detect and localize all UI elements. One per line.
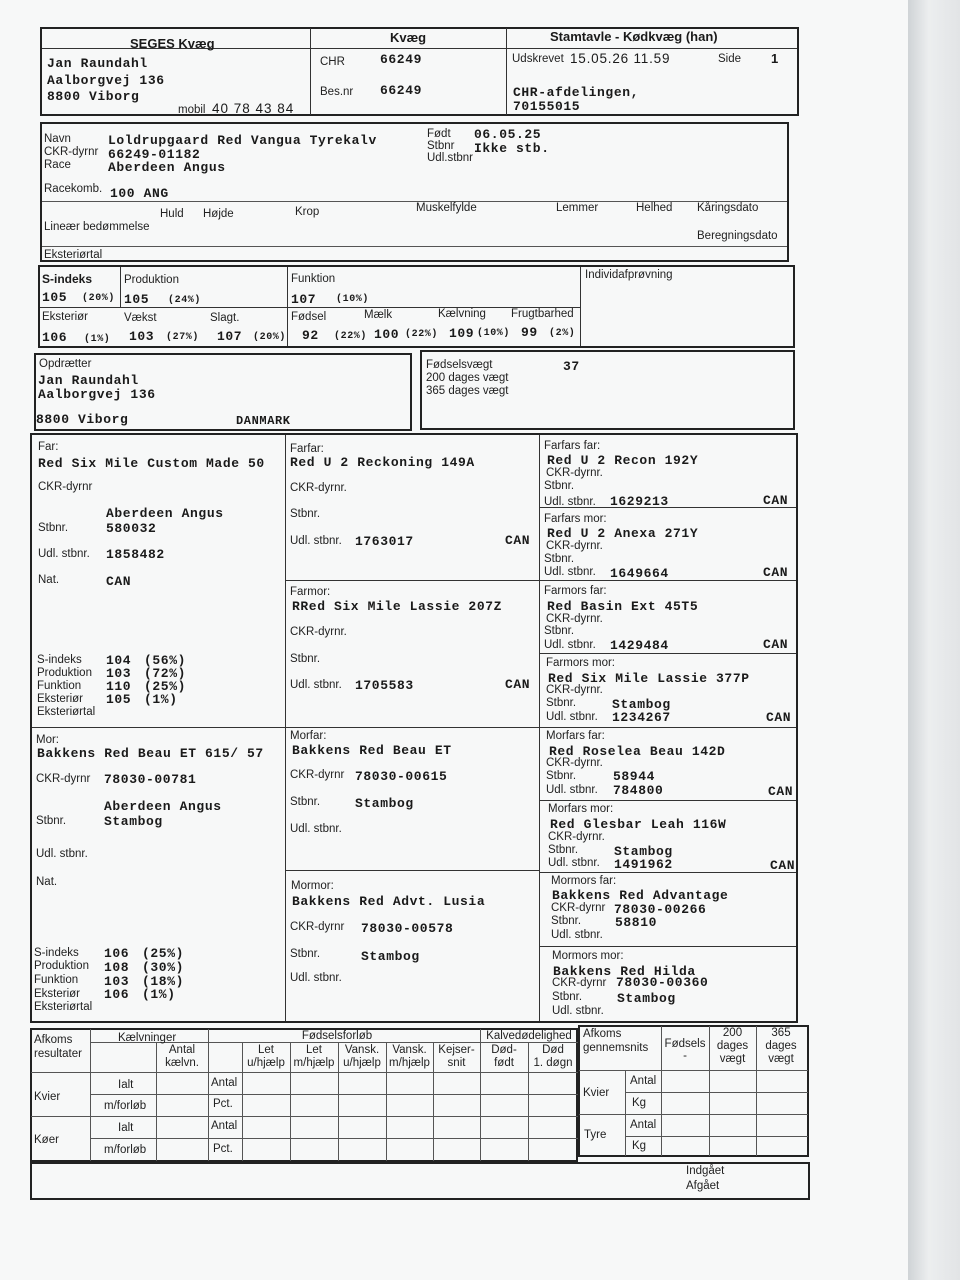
farmor-stbnr-label: Stbnr. xyxy=(290,653,321,665)
gen3-stbnr: Stambog xyxy=(614,844,673,859)
chr-afdeling: CHR-afdelingen, xyxy=(513,85,640,100)
mor-ckr: 78030-00781 xyxy=(104,772,197,787)
d200-header-3: vægt xyxy=(719,1053,746,1065)
mor-nat-label: Nat. xyxy=(36,876,58,888)
ckr-label: CKR-dyrnr xyxy=(44,146,99,158)
gen3-label: Farmors mor: xyxy=(546,657,615,669)
eksterior-value: 106 xyxy=(42,330,68,345)
animal-fodt: 06.05.25 xyxy=(474,127,542,142)
far-prod-pct: (72%) xyxy=(144,666,187,681)
owner-street: Aalborgvej 136 xyxy=(47,73,165,88)
gen3-udl: 1629213 xyxy=(610,494,669,509)
mor-race: Aberdeen Angus xyxy=(104,799,222,814)
farmor-ckr-label: CKR-dyrnr. xyxy=(290,626,347,638)
besnr-value: 66249 xyxy=(380,83,423,98)
morfar-name: Bakkens Red Beau ET xyxy=(292,743,452,758)
chr-afdeling-nr: 70155015 xyxy=(513,99,581,114)
morfar-ckr-label: CKR-dyrnr xyxy=(290,769,345,781)
chr-value: 66249 xyxy=(380,52,423,67)
gen3-stbnr-label: Stbnr. xyxy=(551,915,582,927)
gen3-label: Farfars mor: xyxy=(544,513,607,525)
mor-ckr-label: CKR-dyrnr xyxy=(36,773,91,785)
mormor-ckr-label: CKR-dyrnr xyxy=(290,921,345,933)
mor-prod-label: Produktion xyxy=(34,960,89,972)
funktion-label: Funktion xyxy=(291,273,336,285)
farmor-name: RRed Six Mile Lassie 207Z xyxy=(292,599,503,614)
s-indeks-label: S-indeks xyxy=(42,272,93,286)
farfar-nat: CAN xyxy=(505,533,531,548)
gen3-label: Mormors mor: xyxy=(552,950,624,962)
udl-label: Udl.stbnr xyxy=(427,152,474,164)
gen3-udl-label: Udl. stbnr. xyxy=(544,566,596,578)
gen3-stbnr: Stambog xyxy=(612,697,671,712)
gen3-name: Red U 2 Recon 192Y xyxy=(547,453,699,468)
chr-label: CHR xyxy=(320,56,345,68)
koer-antal: Antal xyxy=(211,1120,238,1132)
frugtbarhed-pct: (2%) xyxy=(549,328,576,339)
morfar-label: Morfar: xyxy=(290,730,327,742)
fodsel-pct: (22%) xyxy=(334,331,368,342)
karingsdato-label: Kåringsdato xyxy=(697,202,759,214)
helhed-label: Helhed xyxy=(636,202,673,214)
fodsel-value: 92 xyxy=(302,328,319,343)
koer-row-label: Køer xyxy=(34,1134,59,1146)
afkoms-gns-2: gennemsnits xyxy=(583,1042,649,1054)
linear-label: Lineær bedømmelse xyxy=(44,221,150,233)
gen3-udl: 1234267 xyxy=(612,710,671,725)
s-indeks-value: 105 xyxy=(42,290,68,305)
far-race: Aberdeen Angus xyxy=(106,506,224,521)
mormor-stbnr-label: Stbnr. xyxy=(290,948,321,960)
mor-s-pct: (25%) xyxy=(142,946,185,961)
racekomb-label: Racekomb. xyxy=(44,183,103,195)
gen3-udl-label: Udl. stbnr. xyxy=(546,784,598,796)
far-s-value: 104 xyxy=(106,653,132,668)
afkoms-gns-1: Afkoms xyxy=(583,1028,622,1040)
gen3-stbnr: 58810 xyxy=(615,915,658,930)
farmor-udl-label: Udl. stbnr. xyxy=(290,679,342,691)
fodselsvaegt-value: 37 xyxy=(563,359,580,374)
breeder-name: Jan Raundahl xyxy=(38,373,139,388)
frugtbarhed-value: 99 xyxy=(521,325,538,340)
d365-header-3: vægt xyxy=(768,1053,794,1065)
race-label: Race xyxy=(44,159,71,171)
animal-ckr: 66249-01182 xyxy=(108,147,201,162)
gen3-ckr-label: CKR-dyrnr. xyxy=(546,757,603,769)
col-vansk-u-1: Vansk. xyxy=(344,1044,380,1056)
gen3-udl-label: Udl. stbnr. xyxy=(546,711,598,723)
gen3-name: Red U 2 Anexa 271Y xyxy=(547,526,699,541)
maelk-pct: (22%) xyxy=(405,329,439,340)
col-let-m-1: Let xyxy=(306,1044,322,1056)
far-nat: CAN xyxy=(106,574,132,589)
mor-eks-value: 106 xyxy=(104,987,130,1002)
far-eks-value: 105 xyxy=(106,692,132,707)
funktion-pct: (10%) xyxy=(336,294,370,305)
section-title: Kvæg xyxy=(390,30,427,45)
document-title: Stamtavle - Kødkvæg (han) xyxy=(550,29,718,44)
produktion-label: Produktion xyxy=(124,274,179,286)
gen3-ckr-label: CKR-dyrnr. xyxy=(546,540,603,552)
vaekst-value: 103 xyxy=(129,329,155,344)
morfar-stbnr: Stambog xyxy=(355,796,414,811)
gen3-ckr: 78030-00360 xyxy=(616,975,709,990)
owner-city: 8800 Viborg xyxy=(47,89,140,104)
fodsels-header-1: Fødsels xyxy=(664,1038,706,1050)
col-kejser-1: Kejser- xyxy=(438,1044,475,1056)
far-prod-value: 103 xyxy=(106,666,132,681)
mor-prod-value: 108 xyxy=(104,960,130,975)
page-edge xyxy=(908,0,960,1280)
s-indeks-pct: (20%) xyxy=(82,293,116,304)
farfar-udl-label: Udl. stbnr. xyxy=(290,535,342,547)
gen3-nat: CAN xyxy=(763,493,789,508)
mor-funk-pct: (18%) xyxy=(142,974,185,989)
maelk-value: 100 xyxy=(374,327,400,342)
far-ekstal-label: Eksteriørtal xyxy=(37,706,96,718)
opdraetter-label: Opdrætter xyxy=(39,358,92,370)
side-label: Side xyxy=(718,53,742,65)
maelk-label: Mælk xyxy=(364,309,393,321)
kaelvning-label: Kælvning xyxy=(438,308,486,320)
gen3-udl-label: Udl. stbnr. xyxy=(544,639,596,651)
mormor-stbnr: Stambog xyxy=(361,949,420,964)
tyre-avg-label: Tyre xyxy=(584,1129,607,1141)
gen3-label: Farfars far: xyxy=(544,440,601,452)
vaekst-pct: (27%) xyxy=(166,332,200,343)
koer-mforlob: m/forløb xyxy=(104,1144,147,1156)
individafprovning-label: Individafprøvning xyxy=(585,269,673,281)
fodselsforlob-header: Fødselsforløb xyxy=(301,1030,373,1042)
far-label: Far: xyxy=(38,441,59,453)
koer-pct: Pct. xyxy=(213,1143,233,1155)
mormor-label: Mormor: xyxy=(291,880,334,892)
besnr-label: Bes.nr xyxy=(320,86,354,98)
farmor-udl: 1705583 xyxy=(355,678,414,693)
kvier-antal: Antal xyxy=(211,1077,238,1089)
far-ckr-label: CKR-dyrnr xyxy=(38,481,93,493)
koer-ialt: Ialt xyxy=(118,1122,134,1134)
mormor-ckr: 78030-00578 xyxy=(361,921,454,936)
gen3-label: Farmors far: xyxy=(544,585,607,597)
gen3-udl-label: Udl. stbnr. xyxy=(552,1005,604,1017)
produktion-pct: (24%) xyxy=(168,295,202,306)
d365-header-1: 365 xyxy=(771,1027,791,1039)
org-title: SEGES Kvæg xyxy=(130,36,215,51)
kalvedodelighed-header: Kalvedødelighed xyxy=(486,1030,572,1042)
gen3-label: Morfars mor: xyxy=(548,803,614,815)
gen3-ckr: 78030-00266 xyxy=(614,902,707,917)
far-funk-value: 110 xyxy=(106,679,132,694)
slagt-pct: (20%) xyxy=(253,332,287,343)
farfar-label: Farfar: xyxy=(290,443,324,455)
antal-kaelvn-2: kælvn. xyxy=(165,1057,199,1069)
gen3-name: Bakkens Red Hilda xyxy=(553,964,696,979)
farfar-udl: 1763017 xyxy=(355,534,414,549)
v365-label: 365 dages vægt xyxy=(426,385,509,397)
gen3-name: Red Roselea Beau 142D xyxy=(549,744,726,759)
gen3-nat: CAN xyxy=(766,710,792,725)
col-vansk-m-1: Vansk. xyxy=(392,1044,427,1056)
gen3-ckr-label: CKR-dyrnr. xyxy=(546,613,603,625)
gen3-udl: 784800 xyxy=(613,783,664,798)
gen3-udl-label: Udl. stbnr. xyxy=(544,496,596,508)
far-eks-pct: (1%) xyxy=(144,692,178,707)
gen3-label: Mormors far: xyxy=(551,875,617,887)
tyre-antal-avg: Antal xyxy=(630,1119,657,1131)
produktion-value: 105 xyxy=(124,292,150,307)
col-vansk-m-2: m/hjælp xyxy=(389,1057,430,1069)
fodsel-label: Fødsel xyxy=(291,311,327,323)
gen3-stbnr-label: Stbnr. xyxy=(544,553,575,565)
gen3-udl: 1429484 xyxy=(610,638,669,653)
dod1-1: Død xyxy=(542,1044,564,1056)
muskelfylde-label: Muskelfylde xyxy=(416,202,477,214)
gen3-name: Red Six Mile Lassie 377P xyxy=(548,671,750,686)
mor-prod-pct: (30%) xyxy=(142,960,185,975)
fodsels-header-2: - xyxy=(683,1050,687,1062)
v200-label: 200 dages vægt xyxy=(426,372,509,384)
mobil-value: 40 78 43 84 xyxy=(212,101,295,116)
fodselsvaegt-label: Fødselsvægt xyxy=(426,359,493,371)
gen3-stbnr: 58944 xyxy=(613,769,656,784)
far-udl-label: Udl. stbnr. xyxy=(38,548,90,560)
morfar-stbnr-label: Stbnr. xyxy=(290,796,321,808)
farmor-nat: CAN xyxy=(505,677,531,692)
breeder-city: 8800 Viborg xyxy=(36,412,129,427)
eksterioertal-label: Eksteriørtal xyxy=(44,249,103,261)
side-value: 1 xyxy=(771,51,779,66)
mor-s-value: 106 xyxy=(104,946,130,961)
gen3-label: Morfars far: xyxy=(546,730,605,742)
kvier-pct: Pct. xyxy=(213,1098,233,1110)
gen3-stbnr-label: Stbnr. xyxy=(544,480,575,492)
gen3-nat: CAN xyxy=(763,565,789,580)
gen3-ckr-label: CKR-dyrnr. xyxy=(548,831,605,843)
mor-udl-label: Udl. stbnr. xyxy=(36,848,88,860)
dodfodt-2: født xyxy=(494,1057,514,1069)
gen3-udl: 1491962 xyxy=(614,857,673,872)
gen3-ckr-label: CKR-dyrnr. xyxy=(546,684,603,696)
gen3-name: Red Basin Ext 45T5 xyxy=(547,599,699,614)
mor-eks-label: Eksteriør xyxy=(34,988,80,1000)
gen3-stbnr: Stambog xyxy=(617,991,676,1006)
gen3-stbnr-label: Stbnr. xyxy=(544,625,575,637)
gen3-udl-label: Udl. stbnr. xyxy=(548,857,600,869)
d200-header-2: dages xyxy=(716,1040,749,1052)
afkoms-resultater-1: Afkoms xyxy=(34,1034,73,1046)
mor-s-label: S-indeks xyxy=(34,947,79,959)
gen3-name: Bakkens Red Advantage xyxy=(552,888,729,903)
udskrevet-label: Udskrevet xyxy=(512,53,564,65)
mor-name: Bakkens Red Beau ET 615/ 57 xyxy=(37,746,264,761)
far-eks-label: Eksteriør xyxy=(37,693,83,705)
kaelvning-pct: (10%) xyxy=(477,328,511,339)
mor-funk-value: 103 xyxy=(104,974,130,989)
gen3-ckr-label: CKR-dyrnr xyxy=(552,977,607,989)
krop-label: Krop xyxy=(295,206,320,218)
gen3-ckr-label: CKR-dyrnr xyxy=(551,902,606,914)
mor-funk-label: Funktion xyxy=(34,974,79,986)
kvier-ialt: Ialt xyxy=(118,1079,134,1091)
indgaet-label: Indgået xyxy=(686,1165,725,1177)
kvier-antal-avg: Antal xyxy=(630,1075,657,1087)
hojde-label: Højde xyxy=(203,208,234,220)
animal-race: Aberdeen Angus xyxy=(108,160,226,175)
owner-name: Jan Raundahl xyxy=(47,56,148,71)
gen3-name: Red Glesbar Leah 116W xyxy=(550,817,727,832)
far-udl: 1858482 xyxy=(106,547,165,562)
eksterior-label: Eksteriør xyxy=(42,311,88,323)
far-s-pct: (56%) xyxy=(144,653,187,668)
far-prod-label: Produktion xyxy=(37,667,92,679)
far-funk-pct: (25%) xyxy=(144,679,187,694)
animal-name: Loldrupgaard Red Vangua Tyrekalv xyxy=(108,133,377,148)
col-let-u-1: Let xyxy=(258,1044,274,1056)
navn-label: Navn xyxy=(44,133,71,145)
afgaet-label: Afgået xyxy=(686,1180,720,1192)
farmor-label: Farmor: xyxy=(290,586,331,598)
kaelvning-value: 109 xyxy=(449,326,475,341)
animal-stbnr: Ikke stb. xyxy=(474,141,550,156)
d365-header-2: dages xyxy=(765,1040,797,1052)
dod1-2: 1. døgn xyxy=(533,1057,573,1069)
kvier-row-label: Kvier xyxy=(34,1091,61,1103)
mor-stbnr-label: Stbnr. xyxy=(36,815,67,827)
col-let-m-2: m/hjælp xyxy=(293,1057,335,1069)
slagt-label: Slagt. xyxy=(210,312,240,324)
animal-racekomb: 100 ANG xyxy=(110,186,169,201)
gen3-ckr-label: CKR-dyrnr. xyxy=(546,467,603,479)
gen3-stbnr-label: Stbnr. xyxy=(546,697,577,709)
mor-label: Mor: xyxy=(36,734,59,746)
far-stbnr: 580032 xyxy=(106,521,157,536)
morfar-ckr: 78030-00615 xyxy=(355,769,448,784)
mor-stbnr: Stambog xyxy=(104,814,163,829)
kvier-avg-label: Kvier xyxy=(583,1087,610,1099)
far-name: Red Six Mile Custom Made 50 xyxy=(38,456,265,471)
breeder-country: DANMARK xyxy=(236,414,291,428)
d200-header-1: 200 xyxy=(722,1027,743,1039)
kvier-kg-avg: Kg xyxy=(632,1097,647,1109)
dodfodt-1: Død- xyxy=(491,1044,517,1056)
col-vansk-u-2: u/hjælp xyxy=(343,1057,381,1069)
farfar-ckr-label: CKR-dyrnr. xyxy=(290,482,347,494)
gen3-stbnr-label: Stbnr. xyxy=(546,770,577,782)
mormor-udl-label: Udl. stbnr. xyxy=(290,972,342,984)
morfar-udl-label: Udl. stbnr. xyxy=(290,823,342,835)
beregningsdato-label: Beregningsdato xyxy=(697,230,778,242)
fodt-label: Født xyxy=(427,128,451,140)
far-funk-label: Funktion xyxy=(37,680,82,692)
mormor-name: Bakkens Red Advt. Lusia xyxy=(292,894,486,909)
lemmer-label: Lemmer xyxy=(556,202,599,214)
gen3-nat: CAN xyxy=(768,784,794,799)
mor-ekstal-label: Eksteriørtal xyxy=(34,1001,93,1013)
udskrevet-value: 15.05.26 11.59 xyxy=(570,51,671,66)
gen3-stbnr-label: Stbnr. xyxy=(548,844,579,856)
gen3-udl-label: Udl. stbnr. xyxy=(551,929,603,941)
kvier-mforlob: m/forløb xyxy=(104,1100,147,1112)
funktion-value: 107 xyxy=(291,292,317,307)
breeder-street: Aalborgvej 136 xyxy=(38,387,156,402)
frugtbarhed-label: Frugtbarhed xyxy=(511,308,574,320)
antal-kaelvn-1: Antal xyxy=(168,1044,196,1056)
farfar-name: Red U 2 Reckoning 149A xyxy=(290,455,475,470)
farfar-stbnr-label: Stbnr. xyxy=(290,508,321,520)
gen3-udl: 1649664 xyxy=(610,566,669,581)
eksterior-pct: (1%) xyxy=(84,334,111,345)
vaekst-label: Vækst xyxy=(124,312,157,324)
mobil-label: mobil xyxy=(178,104,206,116)
far-stbnr-label: Stbnr. xyxy=(38,522,69,534)
far-s-label: S-indeks xyxy=(37,654,82,666)
tyre-kg-avg: Kg xyxy=(632,1140,647,1152)
gen3-stbnr-label: Stbnr. xyxy=(552,991,583,1003)
mor-eks-pct: (1%) xyxy=(142,987,176,1002)
stbnr-label: Stbnr xyxy=(427,140,455,152)
afkoms-resultater-2: resultater xyxy=(34,1048,82,1060)
col-let-u-2: u/hjælp xyxy=(247,1057,285,1069)
far-nat-label: Nat. xyxy=(38,574,60,586)
slagt-value: 107 xyxy=(217,329,243,344)
gen3-nat: CAN xyxy=(763,637,789,652)
gen3-nat: CAN xyxy=(770,858,796,873)
kaelvninger-header: Kælvninger xyxy=(118,1032,177,1044)
huld-label: Huld xyxy=(160,208,184,220)
col-kejser-2: snit xyxy=(447,1057,466,1069)
